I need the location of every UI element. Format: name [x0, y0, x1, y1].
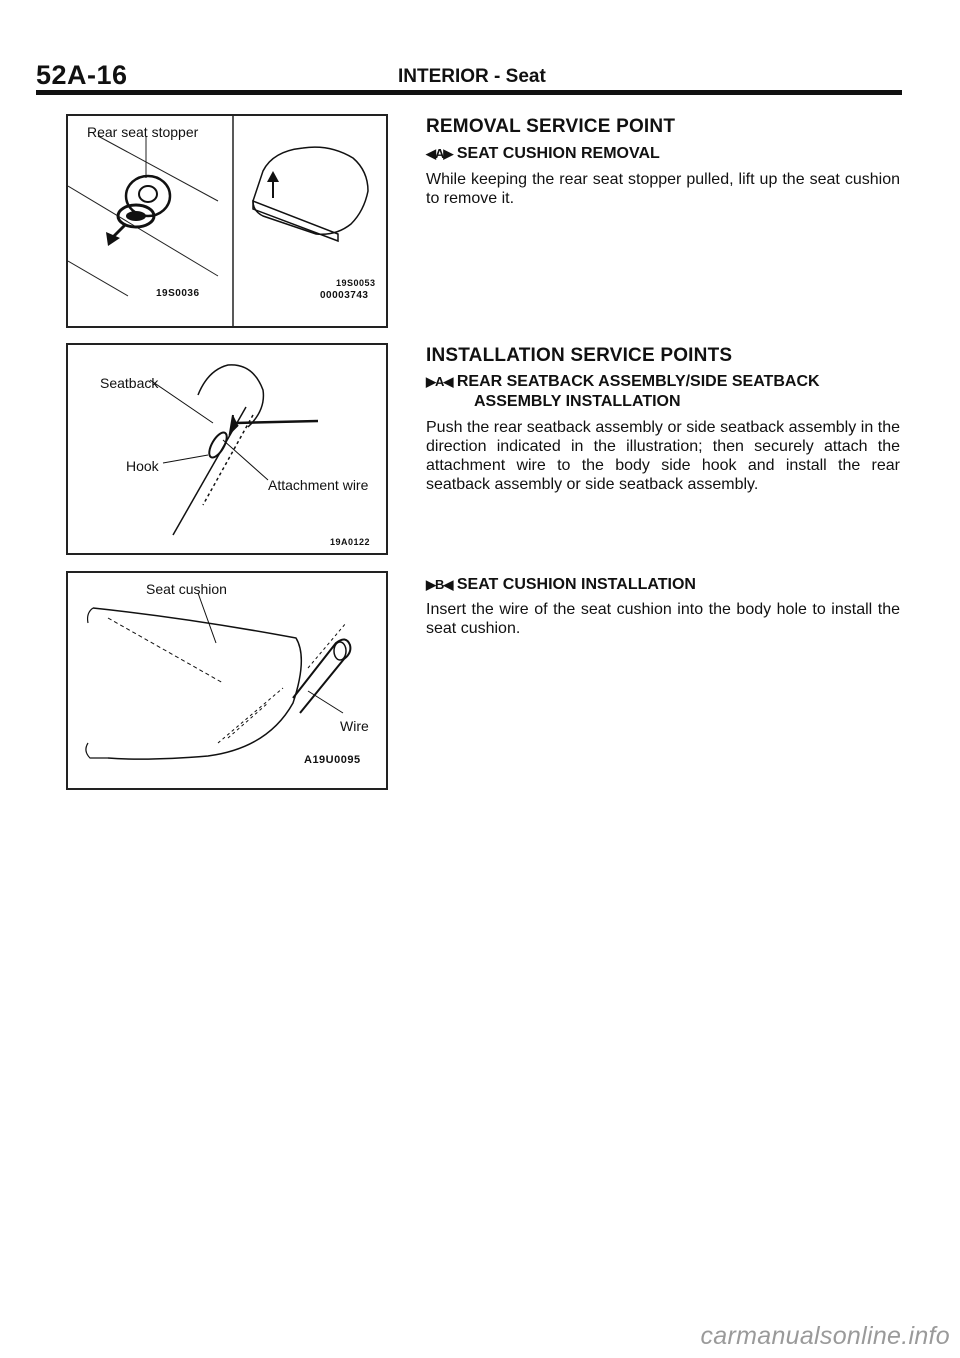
installation-a-text: Push the rear seatback assembly or side seatback assembly in the direction indicated in the illustration; then securely attach the attachment wire to the body side hook and install the rear seatback assembly or side seatback assembly. — [426, 419, 900, 493]
rear-seat-stopper-label: Rear seat stopper — [87, 124, 199, 140]
removal-mark: ◀A▶ — [426, 146, 453, 161]
figure-code: A19U0095 — [304, 754, 361, 766]
installation-a-subtitle-line2: ASSEMBLY INSTALLATION — [474, 393, 681, 410]
installation-title: INSTALLATION SERVICE POINTS — [426, 345, 733, 366]
installation-a-subtitle-line1: REAR SEATBACK ASSEMBLY/SIDE SEATBACK — [456, 373, 820, 390]
installation-b-text: Insert the wire of the seat cushion into the body hole to install the seat cushion. — [426, 601, 900, 637]
removal-subtitle — [426, 145, 660, 163]
watermark: carmanualsonline.info — [700, 1322, 950, 1350]
header-rule — [36, 90, 902, 95]
attachment-wire-label: Attachment wire — [268, 477, 369, 493]
figure-seat-cushion — [66, 571, 388, 790]
removal-title: REMOVAL SERVICE POINT — [426, 116, 676, 137]
installation-b-mark: ▶B◀ — [426, 577, 453, 592]
seatback-label: Seatback — [100, 375, 159, 391]
figure-code: 19S0053 — [336, 278, 376, 288]
removal-text: While keeping the rear seat stopper pulled, lift up the seat cushion to remove it. — [426, 171, 900, 207]
installation-b-subtitle — [426, 576, 696, 594]
figure-code: 19A0122 — [330, 537, 371, 547]
removal-subtitle-text: SEAT CUSHION REMOVAL — [456, 145, 660, 162]
figure-seatback-attachment — [66, 343, 388, 555]
seat-cushion-label: Seat cushion — [146, 581, 227, 597]
wire-label: Wire — [340, 718, 369, 734]
installation-b-subtitle-text: SEAT CUSHION INSTALLATION — [456, 576, 696, 593]
figure-code: 00003743 — [320, 290, 369, 301]
page-number: 52A-16 — [36, 60, 128, 90]
installation-a-subtitle — [426, 373, 820, 391]
figure-rear-seat-stopper — [66, 114, 388, 328]
hook-label: Hook — [126, 458, 159, 474]
section-title: INTERIOR - Seat — [398, 66, 546, 87]
installation-a-mark: ▶A◀ — [426, 374, 453, 389]
figure-code: 19S0036 — [156, 288, 200, 299]
